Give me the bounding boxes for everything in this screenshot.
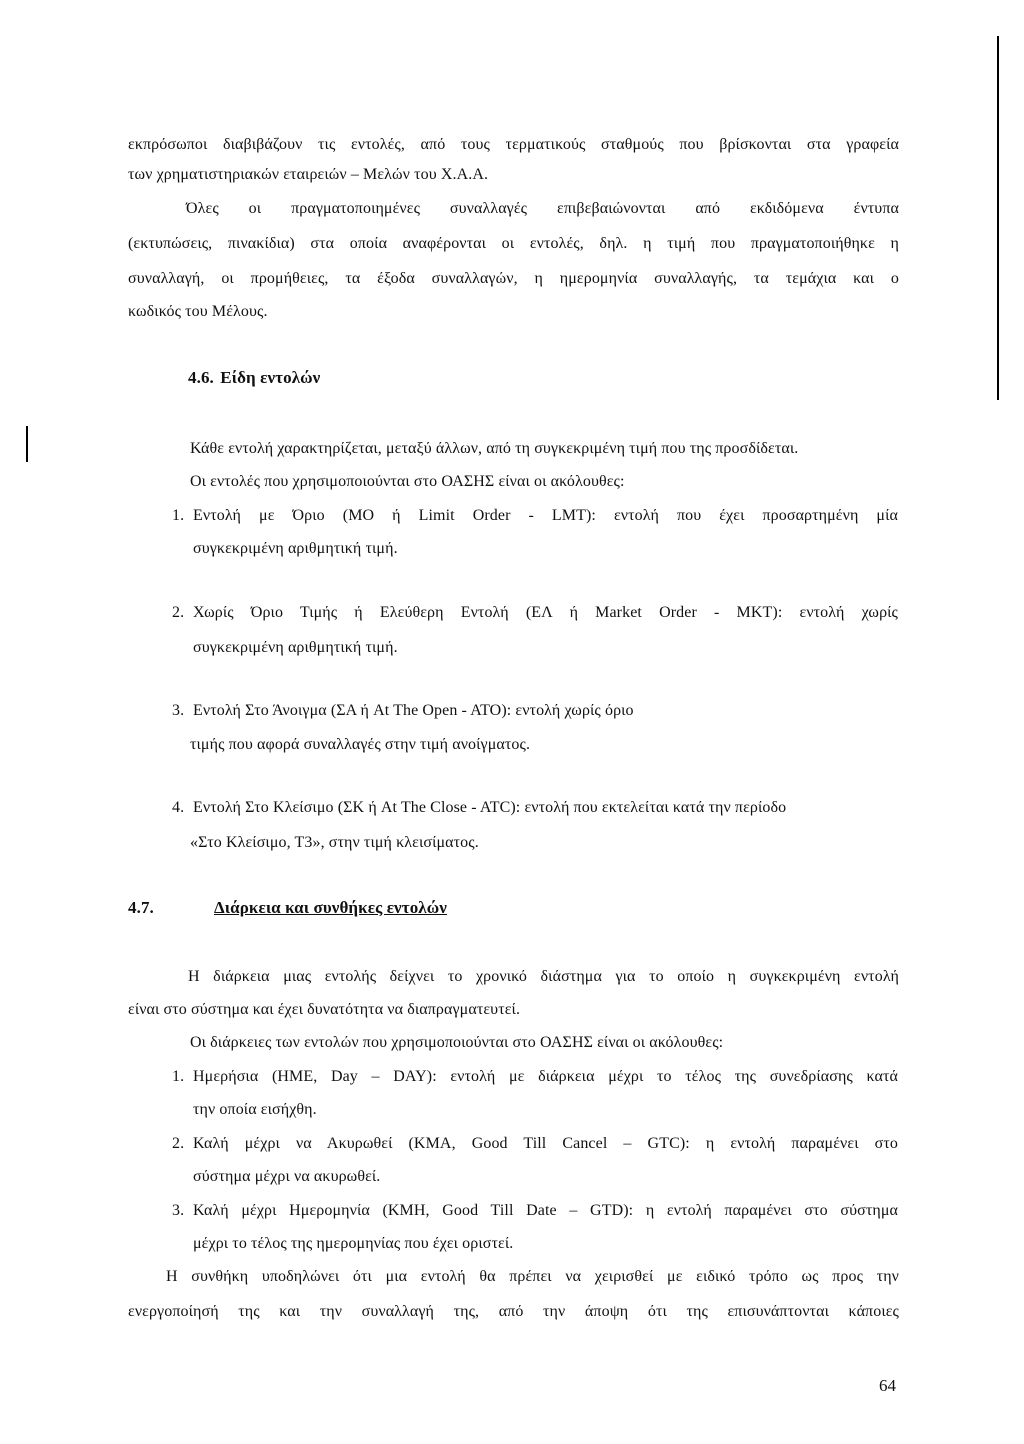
section-4-7-intro-2: είναι στο σύστημα και έχει δυνατότητα να διαπραγματευτεί. bbox=[128, 1001, 521, 1018]
scan-edge-rule-left bbox=[26, 426, 28, 462]
section-4-6-intro-2: Οι εντολές που χρησιμοποιούνται στο ΟΑΣΗΣ είναι οι ακόλουθες: bbox=[190, 473, 625, 490]
order-type-item-2-line-2: συγκεκριμένη αριθμητική τιμή. bbox=[193, 639, 398, 656]
duration-item-3-line-2: μέχρι το τέλος της ημερομηνίας που έχει οριστεί. bbox=[193, 1235, 514, 1252]
section-4-6-number: 4.6. bbox=[188, 368, 214, 387]
scan-edge-rule-right bbox=[997, 36, 999, 400]
closing-line-2: ενεργοποίησή της και την συναλλαγή της, από την άποψη ότι της επισυνάπτονται κάποιες bbox=[128, 1303, 899, 1320]
order-type-item-1-line-2: συγκεκριμένη αριθμητική τιμή. bbox=[193, 540, 398, 557]
order-type-item-4-line-1: Εντολή Στο Κλείσιμο (ΣΚ ή At The Close - ATC): εντολή που εκτελείται κατά την περίοδο bbox=[193, 799, 787, 816]
duration-item-3-line-1: Καλή μέχρι Ημερομηνία (ΚΜΗ, Good Till Date – GTD): η εντολή παραμένει στο σύστημα bbox=[193, 1202, 898, 1219]
paragraph-2-line-1: Όλες οι πραγματοποιημένες συναλλαγές επιβεβαιώνονται από εκδιδόμενα έντυπα bbox=[186, 200, 899, 217]
section-4-7-title: Διάρκεια και συνθήκες εντολών bbox=[214, 898, 447, 917]
order-type-item-2-number: 2. bbox=[172, 604, 185, 621]
paragraph-1-line-1: εκπρόσωποι διαβιβάζουν τις εντολές, από τους τερματικούς σταθμούς που βρίσκονται στα γραφεία bbox=[128, 136, 899, 153]
order-type-item-1-number: 1. bbox=[172, 507, 185, 524]
order-type-item-1-line-1: Εντολή με Όριο (ΜΟ ή Limit Order - LMT): εντολή που έχει προσαρτημένη μία bbox=[193, 507, 898, 524]
order-type-item-4-number: 4. bbox=[172, 799, 185, 816]
paragraph-2-line-4: κωδικός του Μέλους. bbox=[128, 303, 268, 320]
paragraph-2-line-2: (εκτυπώσεις, πινακίδια) στα οποία αναφέρονται οι εντολές, δηλ. η τιμή που πραγματοποιήθηκε η bbox=[128, 235, 899, 252]
order-type-item-3-line-2: τιμής που αφορά συναλλαγές στην τιμή ανοίγματος. bbox=[190, 736, 531, 753]
section-4-6-intro-1: Κάθε εντολή χαρακτηρίζεται, μεταξύ άλλων, από τη συγκεκριμένη τιμή που της προσδίδεται. bbox=[190, 440, 799, 457]
duration-item-3-number: 3. bbox=[172, 1202, 185, 1219]
section-4-7-number: 4.7. bbox=[128, 898, 154, 917]
duration-item-2-line-2: σύστημα μέχρι να ακυρωθεί. bbox=[193, 1168, 381, 1185]
section-4-6-title: Είδη εντολών bbox=[220, 368, 321, 387]
section-4-6-heading bbox=[188, 367, 320, 389]
duration-item-2-line-1: Καλή μέχρι να Ακυρωθεί (ΚΜΑ, Good Till Cancel – GTC): η εντολή παραμένει στο bbox=[193, 1135, 898, 1152]
paragraph-1-line-2: των χρηματιστηριακών εταιρειών – Μελών του Χ.Α.Α. bbox=[128, 166, 489, 183]
order-type-item-3-number: 3. bbox=[172, 702, 185, 719]
section-4-7-intro-3: Οι διάρκειες των εντολών που χρησιμοποιούνται στο ΟΑΣΗΣ είναι οι ακόλουθες: bbox=[190, 1034, 724, 1051]
order-type-item-4-line-2: «Στο Κλείσιμο, Τ3», στην τιμή κλεισίματος. bbox=[190, 834, 479, 851]
duration-item-2-number: 2. bbox=[172, 1135, 185, 1152]
duration-item-1-number: 1. bbox=[172, 1068, 185, 1085]
order-type-item-3-line-1: Εντολή Στο Άνοιγμα (ΣΑ ή At The Open - ATO): εντολή χωρίς όριο bbox=[193, 702, 634, 719]
closing-line-1: Η συνθήκη υποδηλώνει ότι μια εντολή θα πρέπει να χειρισθεί με ειδικό τρόπο ως προς την bbox=[166, 1268, 899, 1285]
paragraph-2-line-3: συναλλαγή, οι προμήθειες, τα έξοδα συναλλαγών, η ημερομηνία συναλλαγής, τα τεμάχια και ο bbox=[128, 270, 899, 287]
duration-item-1-line-1: Ημερήσια (ΗΜΕ, Day – DAY): εντολή με διάρκεια μέχρι το τέλος της συνεδρίασης κατά bbox=[193, 1068, 898, 1085]
section-4-7-intro-1: Η διάρκεια μιας εντολής δείχνει το χρονικό διάστημα για το οποίο η συγκεκριμένη εντολή bbox=[188, 968, 899, 985]
order-type-item-2-line-1: Χωρίς Όριο Τιμής ή Ελεύθερη Εντολή (ΕΛ ή Market Order - MKT): εντολή χωρίς bbox=[193, 604, 898, 621]
page-number: 64 bbox=[879, 1376, 896, 1395]
duration-item-1-line-2: την οποία εισήχθη. bbox=[193, 1101, 317, 1118]
